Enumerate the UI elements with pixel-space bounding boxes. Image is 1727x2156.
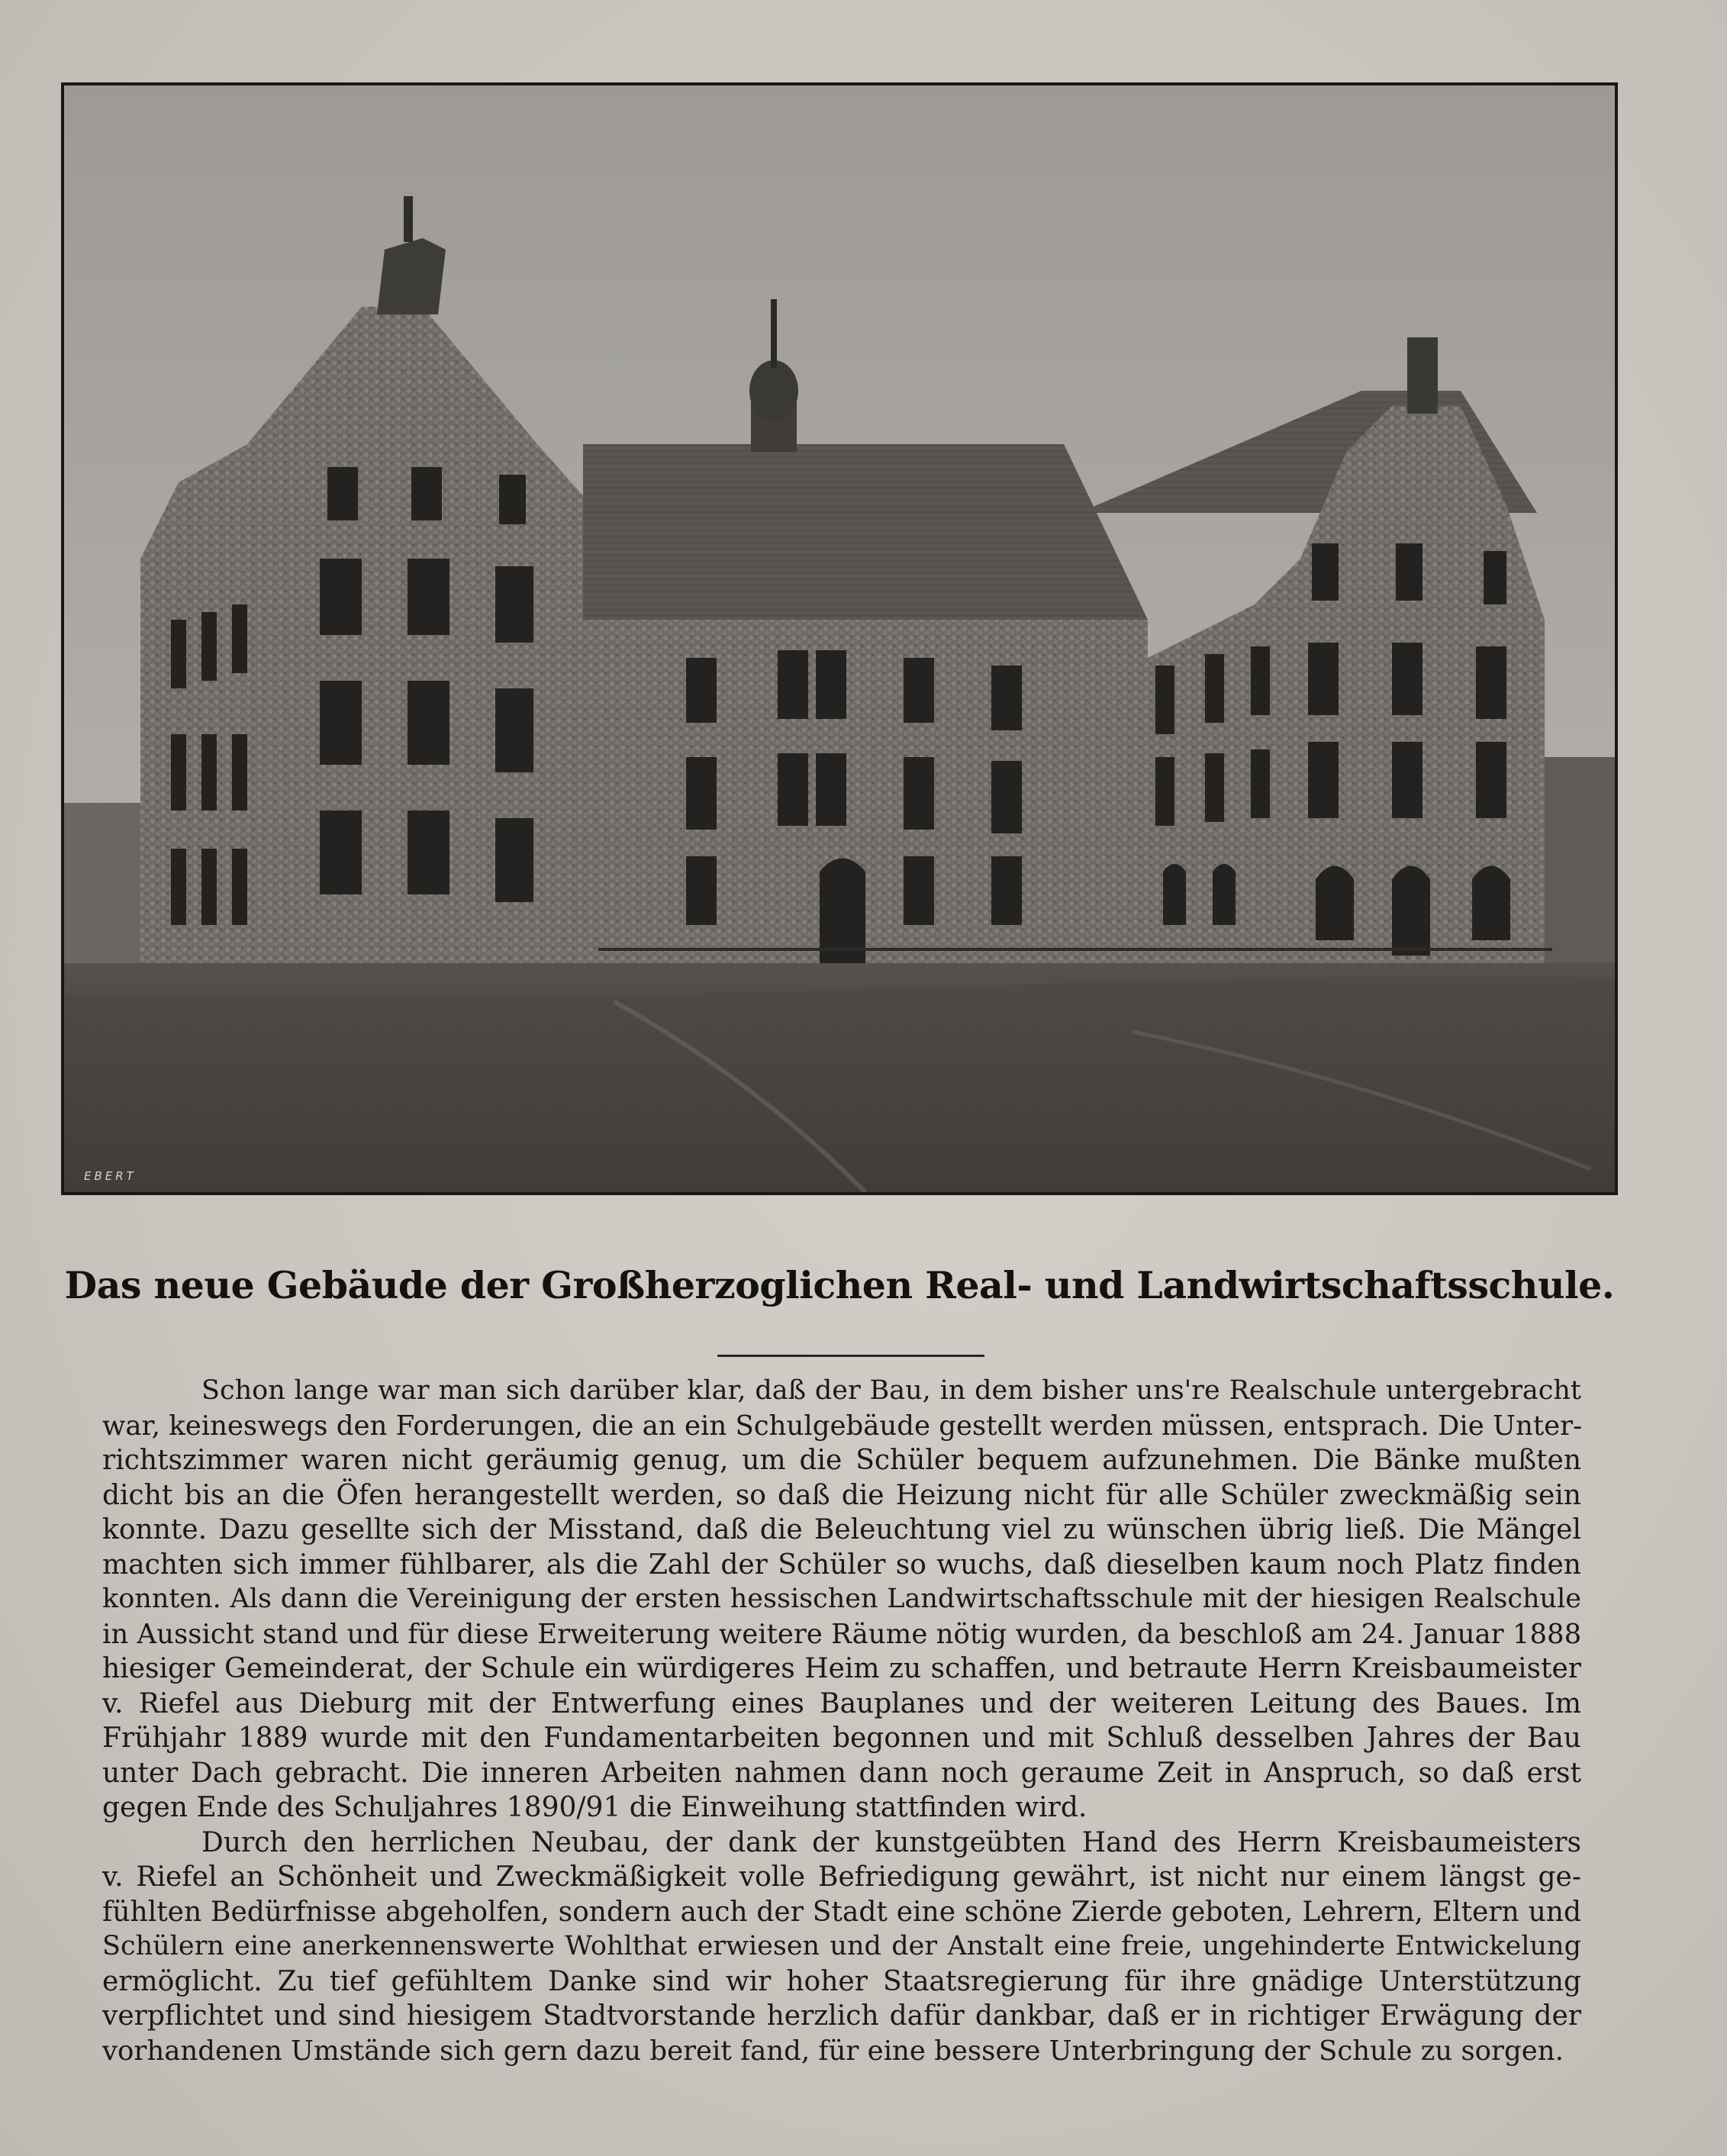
text-line: unter Dach gebracht. Die inneren Arbeiten nahmen dann noch geraume Zeit in Anspruch, so daß erst xyxy=(102,1757,1581,1789)
text-line: Durch den herrlichen Neubau, der dank der kunstgeübten Hand des Herrn Kreisbaumeisters xyxy=(201,1826,1581,1858)
text-line: v. Riefel aus Dieburg mit der Entwerfung eines Bauplanes und der weiteren Leitung des Baues. Im xyxy=(102,1687,1581,1719)
text-line: richtszimmer waren nicht geräumig genug, um die Schüler bequem aufzunehmen. Die Bänke mußten xyxy=(102,1445,1581,1476)
article-paragraph-1 xyxy=(102,1374,1581,1826)
engraver-signature: EBERT xyxy=(84,1169,137,1183)
text-line: Schon lange war man sich darüber klar, daß der Bau, in dem bisher uns're Realschule untergebracht xyxy=(201,1375,1581,1406)
title-divider xyxy=(717,1355,984,1357)
school-building-photograph xyxy=(61,82,1618,1195)
text-line: in Aussicht stand und für diese Erweiterung weitere Räume nötig wurden, da beschloß am 24. Januar 1888 xyxy=(102,1618,1582,1650)
text-line: machten sich immer fühlbarer, als die Zahl der Schüler so wuchs, daß dieselben kaum noch Platz finden xyxy=(102,1549,1581,1581)
article-paragraph-2 xyxy=(102,1826,1581,2069)
article-title: Das neue Gebäude der Großherzoglichen Real- und Landwirtschaftsschule. xyxy=(64,1263,1615,1307)
text-line: war, keineswegs den Forderungen, die an ein Schulgebäude gestellt werden müssen, entsprach. Die Unter- xyxy=(102,1410,1583,1442)
text-line: hiesiger Gemeinderat, der Schule ein würdigeres Heim zu schaffen, und betraute Herrn Kreisbaumeister xyxy=(102,1653,1581,1684)
text-line: konnten. Als dann die Vereinigung der ersten hessischen Landwirtschaftsschule mit der hiesigen Realschule xyxy=(102,1584,1581,1614)
text-line: vorhandenen Umstände sich gern dazu bereit fand, für eine bessere Unterbringung der Schule zu sorgen. xyxy=(102,2035,1564,2067)
text-line: Schülern eine anerkennenswerte Wohlthat erwiesen und der Anstalt eine freie, ungehinderte Entwickelung xyxy=(102,1931,1581,1961)
text-line: konnte. Dazu gesellte sich der Misstand, daß die Beleuchtung viel zu wünschen übrig ließ. Die Mängel xyxy=(102,1514,1581,1545)
text-line: v. Riefel an Schönheit und Zweckmäßigkeit volle Befriedigung gewährt, ist nicht nur einem längst ge- xyxy=(102,1861,1581,1893)
text-line: fühlten Bedürfnisse abgeholfen, sondern auch der Stadt eine schöne Zierde geboten, Lehrern, Eltern und xyxy=(102,1896,1581,1928)
school-building-illustration xyxy=(64,85,1615,1192)
article-body xyxy=(102,1374,1581,2068)
text-line: verpflichtet und sind hiesigem Stadtvorstande herzlich dafür dankbar, daß er in richtiger Erwägung der xyxy=(102,2000,1581,2032)
text-line: ermöglicht. Zu tief gefühltem Danke sind wir hoher Staatsregierung für ihre gnädige Unterstützung xyxy=(102,1965,1581,1997)
text-line: gegen Ende des Schuljahres 1890/91 die Einweihung stattfinden wird. xyxy=(102,1792,1087,1823)
text-line: Frühjahr 1889 wurde mit den Fundamentarbeiten begonnen und mit Schluß desselben Jahres der Bau xyxy=(102,1723,1581,1754)
text-line: dicht bis an die Öfen herangestellt werden, so daß die Heizung nicht für alle Schüler zweckmäßig sein xyxy=(102,1479,1581,1511)
